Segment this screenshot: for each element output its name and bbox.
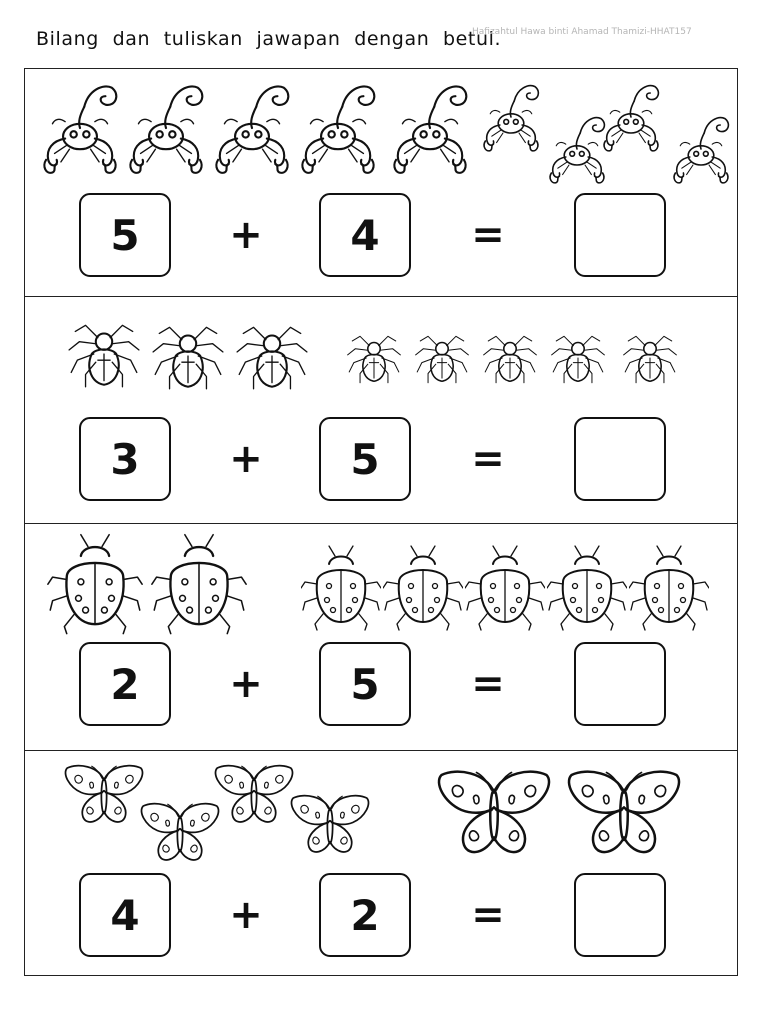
butterfly-picture-group xyxy=(25,751,737,881)
worksheet-header xyxy=(0,0,768,64)
problem-row-3 xyxy=(25,523,737,750)
spider-icon xyxy=(479,327,541,389)
plus-sign: + xyxy=(229,892,263,938)
butterfly-icon xyxy=(285,791,375,861)
problem-row-4 xyxy=(25,750,737,977)
ladybug-icon xyxy=(547,542,627,632)
answer-box[interactable] xyxy=(574,193,666,277)
spider-icon xyxy=(547,327,609,389)
spider-icon xyxy=(63,313,145,395)
problem-row-1 xyxy=(25,69,737,296)
addend-b-box: 5 xyxy=(319,417,411,501)
answer-box[interactable] xyxy=(574,417,666,501)
ladybug-icon xyxy=(301,542,381,632)
spider-icon xyxy=(411,327,473,389)
scorpion-icon xyxy=(295,75,381,181)
plus-sign: + xyxy=(229,661,263,707)
equals-sign: = xyxy=(471,892,505,938)
spider-picture-group xyxy=(25,297,737,427)
scorpion-icon xyxy=(37,75,123,181)
butterfly-icon xyxy=(429,765,559,865)
ladybug-icon xyxy=(383,542,463,632)
ladybug-icon xyxy=(151,530,247,636)
answer-box[interactable] xyxy=(574,642,666,726)
problem-row-2 xyxy=(25,296,737,523)
addend-b-box: 5 xyxy=(319,642,411,726)
instruction-text: Bilang dan tuliskan jawapan dengan betul. xyxy=(36,28,502,50)
worksheet-panel xyxy=(24,68,738,976)
spider-icon xyxy=(147,315,229,397)
author-credit: Hafizahtul Hawa binti Ahamad Thamizi-HHAT157 xyxy=(472,27,692,37)
ladybug-icon xyxy=(465,542,545,632)
scorpion-icon xyxy=(209,75,295,181)
scorpion-icon xyxy=(479,77,543,157)
equals-sign: = xyxy=(471,212,505,258)
addend-a-box: 3 xyxy=(79,417,171,501)
spider-icon xyxy=(343,327,405,389)
spider-icon xyxy=(231,315,313,397)
scorpion-icon xyxy=(123,75,209,181)
equals-sign: = xyxy=(471,436,505,482)
ladybug-icon xyxy=(629,542,709,632)
butterfly-icon xyxy=(559,765,689,865)
scorpion-picture-group xyxy=(25,69,737,199)
scorpion-icon xyxy=(387,75,473,181)
ladybug-picture-group xyxy=(25,524,737,654)
ladybug-icon xyxy=(47,530,143,636)
plus-sign: + xyxy=(229,436,263,482)
scorpion-icon xyxy=(599,77,663,157)
addend-a-box: 4 xyxy=(79,873,171,957)
addend-b-box: 4 xyxy=(319,193,411,277)
spider-icon xyxy=(619,327,681,389)
answer-box[interactable] xyxy=(574,873,666,957)
addend-a-box: 5 xyxy=(79,193,171,277)
addend-a-box: 2 xyxy=(79,642,171,726)
addend-b-box: 2 xyxy=(319,873,411,957)
plus-sign: + xyxy=(229,212,263,258)
equals-sign: = xyxy=(471,661,505,707)
scorpion-icon xyxy=(669,109,733,189)
